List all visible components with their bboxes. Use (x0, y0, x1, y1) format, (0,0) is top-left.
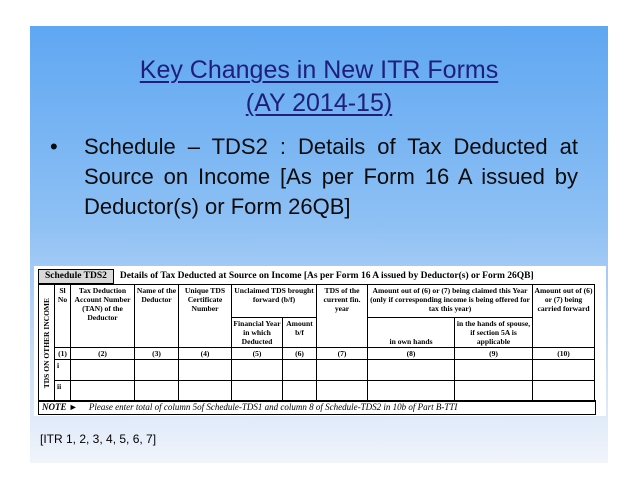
note-text: Please enter total of column 5of Schedule-TDS1 and column 8 of Schedule-TDS2 in 10b of Part B-TTI (88, 402, 458, 412)
column-number: (7) (317, 348, 368, 360)
schedule-header (38, 269, 602, 283)
schedule-tds2-form-image (34, 266, 606, 416)
table-cell (71, 381, 135, 402)
side-label: TDS ON OTHER INCOME (42, 297, 51, 389)
col-amount-bf-header: Amount b/f (283, 318, 317, 348)
side-label-cell (39, 285, 55, 402)
col-unclaimed-header: Unclaimed TDS brought forward (b/f) (232, 285, 317, 318)
schedule-tag: Schedule TDS2 (38, 269, 114, 284)
slide (30, 26, 608, 463)
title-line-1: Key Changes in New ITR Forms (139, 56, 499, 84)
table-cell (232, 381, 283, 402)
schedule-heading: Details of Tax Deducted at Source on Income [As per Form 16 A issued by Deductor(s) or Form 26QB] (119, 271, 534, 281)
schedule-table (38, 284, 595, 402)
column-number: (1) (55, 348, 71, 360)
column-number-row (39, 348, 595, 360)
column-number: (6) (283, 348, 317, 360)
row-number: i (55, 360, 71, 381)
table-cell (179, 381, 232, 402)
column-number: (3) (135, 348, 179, 360)
col-fy-header: Financial Year in which Deducted (233, 319, 281, 346)
bullet-symbol: • (50, 134, 58, 159)
col-tan-header: Tax Deduction Account Number (TAN) of the Deductor (71, 285, 135, 348)
header-row-1 (39, 285, 595, 318)
table-row (39, 381, 595, 402)
col-spouse-header: in the hands of spouse, if section 5A is applicable (455, 318, 533, 348)
column-number: (5) (232, 348, 283, 360)
col-sl-header: Sl No (55, 285, 71, 348)
col-utc-header: Unique TDS Certificate Number (179, 285, 232, 348)
itr-forms-footnote: [ITR 1, 2, 3, 4, 5, 6, 7] (40, 432, 157, 446)
schedule-note (38, 400, 596, 415)
table-cell (232, 360, 283, 381)
column-number: (10) (533, 348, 595, 360)
table-row (39, 360, 595, 381)
table-cell (455, 381, 533, 402)
table-cell (368, 360, 455, 381)
row-number: ii (55, 381, 71, 402)
column-number: (9) (455, 348, 533, 360)
bullet-text: Schedule – TDS2 : Details of Tax Deducted at Source on Income [As per Form 16 A issued by Deductor(s) or Form 26QB] (84, 134, 578, 219)
table-cell (533, 360, 595, 381)
col-name-header: Name of the Deductor (135, 285, 179, 348)
col-own-hands-header: in own hands (368, 318, 455, 348)
bullet-point (50, 132, 578, 222)
col-claimed-header: Amount out of (6) or (7) being claimed this Year (only if corresponding income is being offered for tax this year) (368, 285, 533, 318)
table-cell (283, 381, 317, 402)
note-label: NOTE ► (42, 402, 78, 412)
table-cell (71, 360, 135, 381)
title-line-2: (AY 2014-15) (245, 89, 393, 117)
column-number: (2) (71, 348, 135, 360)
table-cell (135, 360, 179, 381)
table-cell (368, 381, 455, 402)
column-number: (4) (179, 348, 232, 360)
table-cell (533, 381, 595, 402)
column-number: (8) (368, 348, 455, 360)
col-current-header: TDS of the current fin. year (317, 285, 368, 348)
table-cell (317, 381, 368, 402)
table-cell (455, 360, 533, 381)
table-cell (283, 360, 317, 381)
table-cell (135, 381, 179, 402)
table-cell (179, 360, 232, 381)
table-cell (317, 360, 368, 381)
col-carried-header: Amount out of (6) or (7) being carried forward (533, 285, 595, 348)
slide-title (30, 54, 608, 120)
